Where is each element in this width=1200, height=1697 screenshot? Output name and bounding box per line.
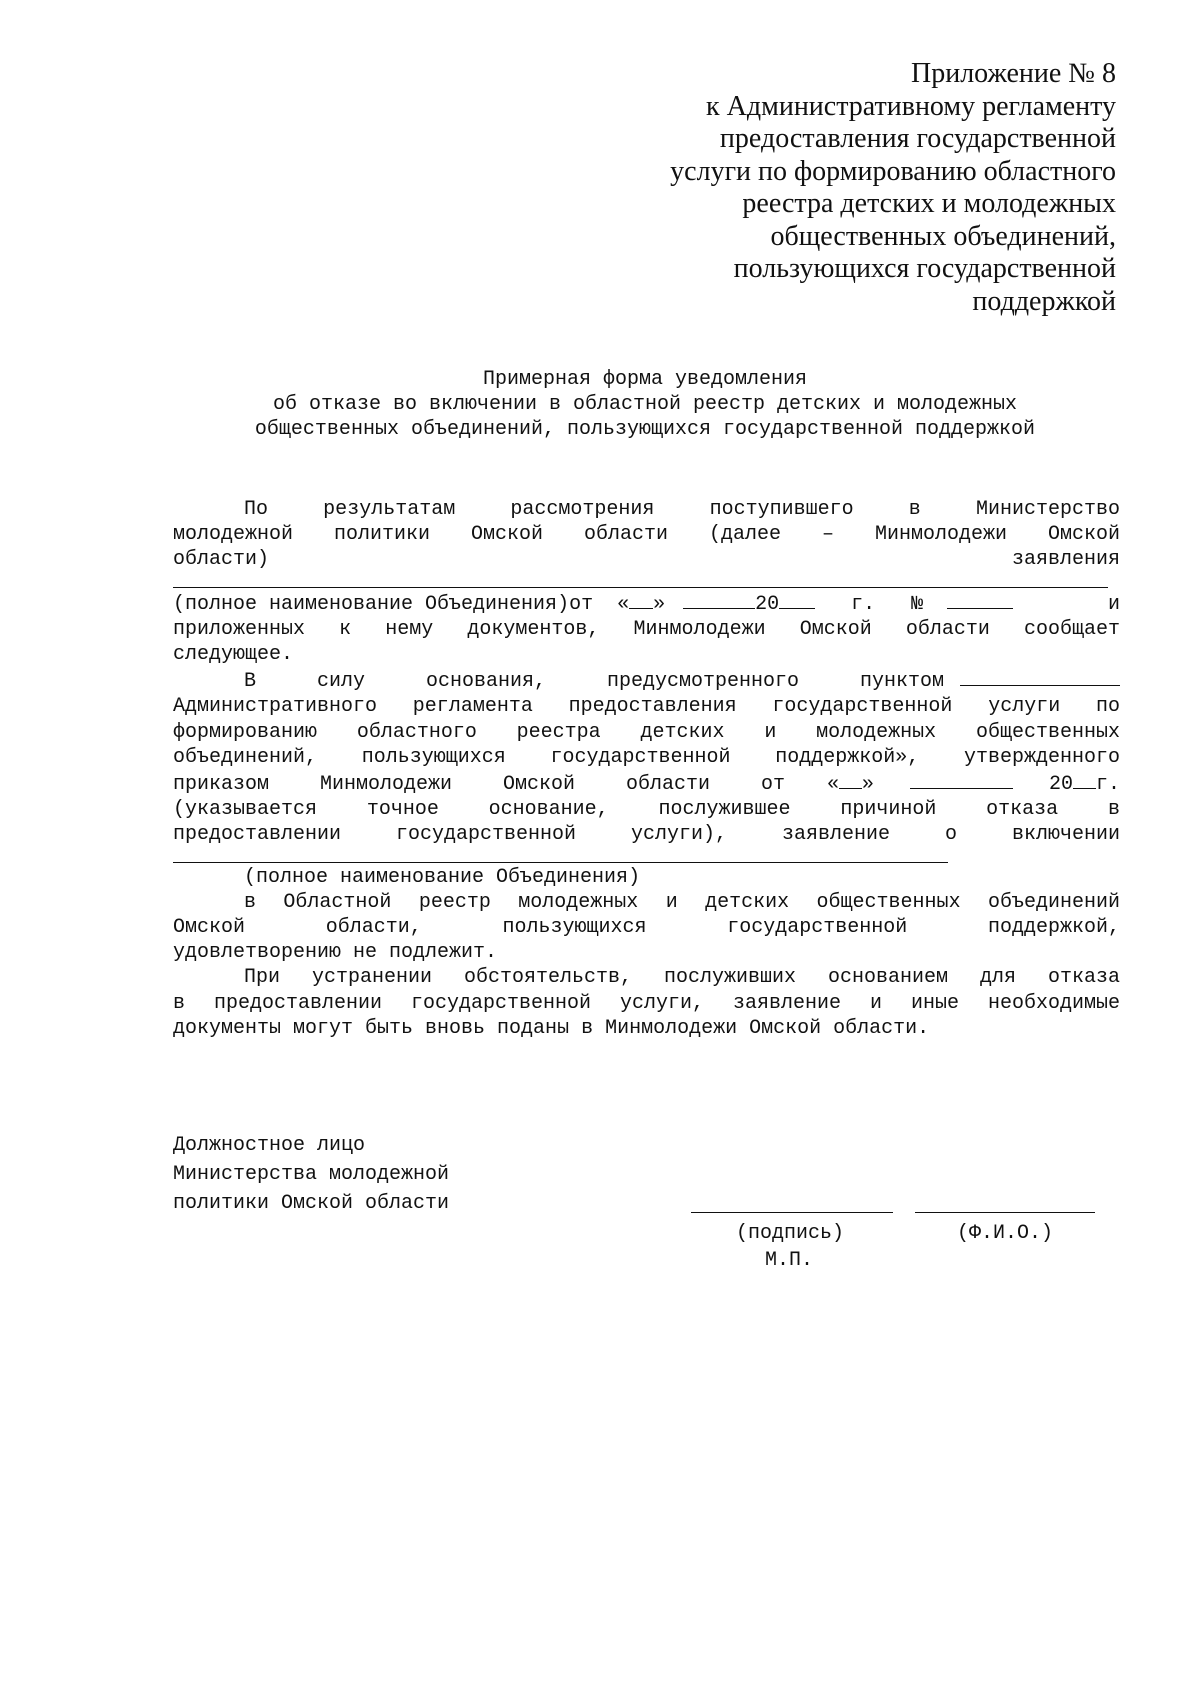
signature-caption: (подпись) [736, 1222, 845, 1245]
appendix-line: к Административному регламенту [706, 90, 1116, 122]
form-title-line: Примерная форма уведомления [482, 368, 808, 391]
paragraph-line: предоставлении государственной услуги), заявление о включении [173, 823, 1120, 847]
paragraph-line: Омской области, пользующихся государственной поддержкой, [173, 916, 1120, 940]
full-name-line[interactable] [915, 1212, 1095, 1213]
field-caption: (полное наименование Объединения)от [173, 592, 594, 616]
official-line: политики Омской области [173, 1192, 450, 1215]
full-name-caption: (Ф.И.О.) [957, 1222, 1054, 1245]
appendix-line: предоставления государственной [719, 123, 1116, 154]
form-title-line: общественных объединений, пользующихся государственной поддержкой [254, 418, 1036, 442]
paragraph-line: По результатам рассмотрения поступившего в Министерство [244, 498, 1120, 521]
text-fragment: приказом Минмолодежи Омской области от [173, 773, 785, 797]
appendix-line: общественных объединений, [770, 220, 1116, 252]
day-blank[interactable] [629, 590, 653, 609]
paragraph-line: в предоставлении государственной услуги, заявление и иные необходимые [173, 991, 1120, 1015]
text-fragment: В силу основания, предусмотренного пунктом [244, 670, 944, 694]
number-blank[interactable] [947, 590, 1013, 609]
paragraph-line [173, 667, 1120, 694]
appendix-line: реестра детских и молодежных [742, 188, 1116, 219]
order-year-blank[interactable] [1073, 770, 1096, 789]
text-fragment: « [617, 592, 630, 616]
stamp-label: М.П. [765, 1249, 814, 1272]
text-fragment: № [911, 592, 924, 616]
appendix-line: пользующихся государственной [733, 253, 1116, 284]
appendix-line: услуги по формированию областного [670, 155, 1116, 187]
clause-blank[interactable] [960, 667, 1120, 686]
text-fragment: г. [851, 592, 876, 616]
paragraph-line: (указывается точное основание, послужившее причиной отказа в [173, 798, 1120, 822]
text-fragment: области) [173, 548, 270, 572]
text-fragment: 20 [755, 592, 780, 616]
paragraph-line: формированию областного реестра детских и молодежных общественных [173, 720, 1120, 744]
signature-line[interactable] [691, 1212, 893, 1213]
text-fragment: » [653, 592, 666, 616]
paragraph-line: приложенных к нему документов, Минмолодежи Омской области сообщает [173, 617, 1120, 641]
organization-name-blank[interactable] [173, 848, 948, 863]
text-fragment: г. [1095, 773, 1120, 797]
official-line: Министерства молодежной [173, 1163, 450, 1186]
form-title [0, 367, 1200, 443]
paragraph-line: удовлетворению не подлежит. [173, 941, 498, 965]
text-fragment: » [861, 773, 874, 797]
paragraph-line: в Областной реестр молодежных и детских общественных объединений [244, 890, 1120, 914]
text-fragment: и [1107, 592, 1120, 616]
form-title-line: об отказе во включении в областной реестр детских и молодежных [272, 393, 1018, 417]
paragraph-line [173, 590, 1120, 617]
appendix-line: поддержкой [972, 285, 1116, 317]
text-fragment: заявления [1011, 548, 1120, 572]
appendix-header [556, 58, 1116, 318]
official-line: Должностное лицо [173, 1134, 366, 1157]
month-blank[interactable] [683, 590, 755, 609]
order-month-blank[interactable] [910, 770, 1013, 789]
paragraph-line: молодежной политики Омской области (далее – Минмолодежи Омской [173, 523, 1120, 547]
paragraph-line [173, 547, 1120, 572]
text-fragment: 20 [1049, 773, 1074, 797]
field-caption: (полное наименование Объединения) [244, 865, 641, 889]
paragraph-line: При устранении обстоятельств, послуживших основанием для отказа [244, 966, 1120, 990]
paragraph-line: объединений, пользующихся государственной поддержкой», утвержденного [173, 745, 1120, 769]
appendix-line: Приложение № 8 [911, 58, 1116, 89]
text-fragment: « [827, 773, 840, 797]
year-blank[interactable] [779, 590, 815, 609]
organization-name-blank[interactable] [173, 573, 1108, 588]
official-title [173, 1131, 449, 1218]
paragraph-line: документы могут быть вновь поданы в Минмолодежи Омской области. [173, 1016, 930, 1040]
paragraph-line [173, 770, 1120, 797]
paragraph-line: Административного регламента предоставления государственной услуги по [173, 695, 1120, 719]
signature-block [173, 1131, 1133, 1281]
notice-body [173, 497, 1120, 1041]
paragraph-line: следующее. [173, 643, 294, 667]
order-day-blank[interactable] [839, 770, 862, 789]
